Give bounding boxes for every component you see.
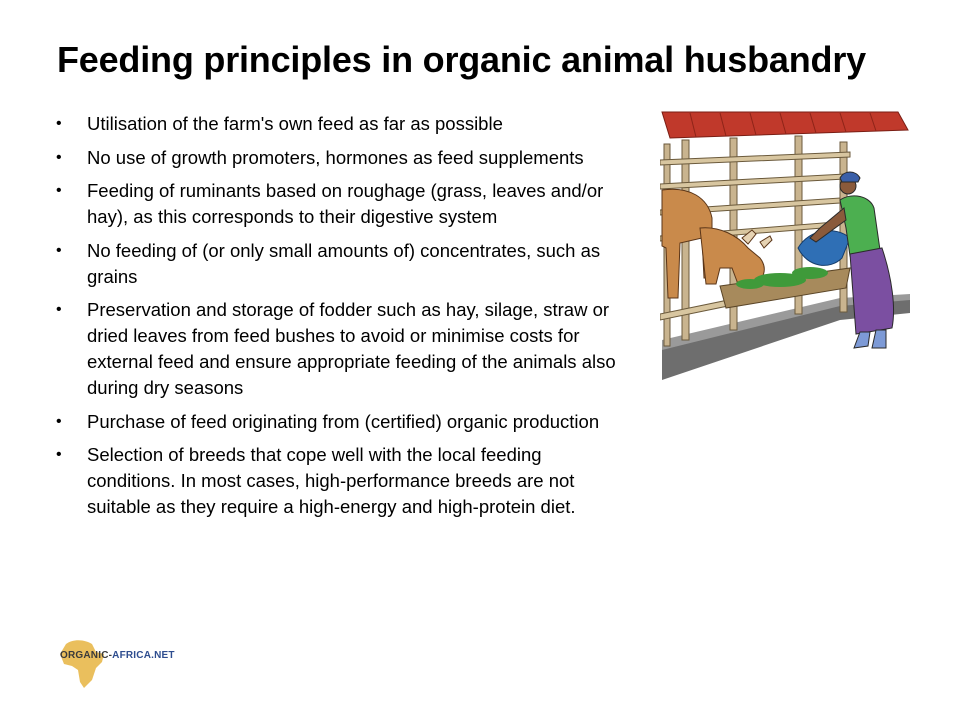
bullet-text: Utilisation of the farm's own feed as far as possible <box>87 113 503 134</box>
woman-feeding-cattle-illustration <box>660 108 910 386</box>
bullet-text: No use of growth promoters, hormones as feed supplements <box>87 146 584 168</box>
logo-text-africa: AFRICA.NET <box>112 650 175 661</box>
bullet-list <box>56 111 626 528</box>
logo-text-organic: ORGANIC- <box>60 650 113 661</box>
bullet-marker: • <box>56 182 62 199</box>
africa-map-icon <box>56 636 116 692</box>
bullet-text: Selection of breeds that cope well with the local feeding conditions. In most cases, high-performance breeds are not suitable as they require a high-energy and high-protein diet. <box>87 444 576 517</box>
bullet-marker: • <box>56 412 62 430</box>
bullet-item <box>56 238 626 290</box>
bullet-marker: • <box>56 446 62 463</box>
bullet-text: No feeding of (or only small amounts of) concentrates, such as grains <box>87 239 601 287</box>
bullet-item <box>56 297 626 401</box>
bullet-text: Purchase of feed originating from (certified) organic production <box>87 410 600 432</box>
bullet-item <box>56 442 626 520</box>
organic-africa-logo <box>56 636 176 696</box>
bullet-marker: • <box>56 115 62 132</box>
bullet-marker: • <box>56 301 62 318</box>
bullet-text: Feeding of ruminants based on roughage (grass, leaves and/or hay), as this corresponds to their digestive system <box>87 180 604 227</box>
bullet-item <box>56 178 626 230</box>
bullet-item <box>56 409 626 435</box>
bullet-item <box>56 145 626 171</box>
bullet-item <box>56 111 626 137</box>
bullet-marker: • <box>56 241 62 259</box>
bullet-text: Preservation and storage of fodder such as hay, silage, straw or dried leaves from feed bushes to avoid or minimise costs for external feed and ensure appropriate feeding of the animals also during dry seasons <box>87 299 616 398</box>
slide-title: Feeding principles in organic animal husbandry <box>57 39 866 80</box>
bullet-marker: • <box>56 148 62 166</box>
